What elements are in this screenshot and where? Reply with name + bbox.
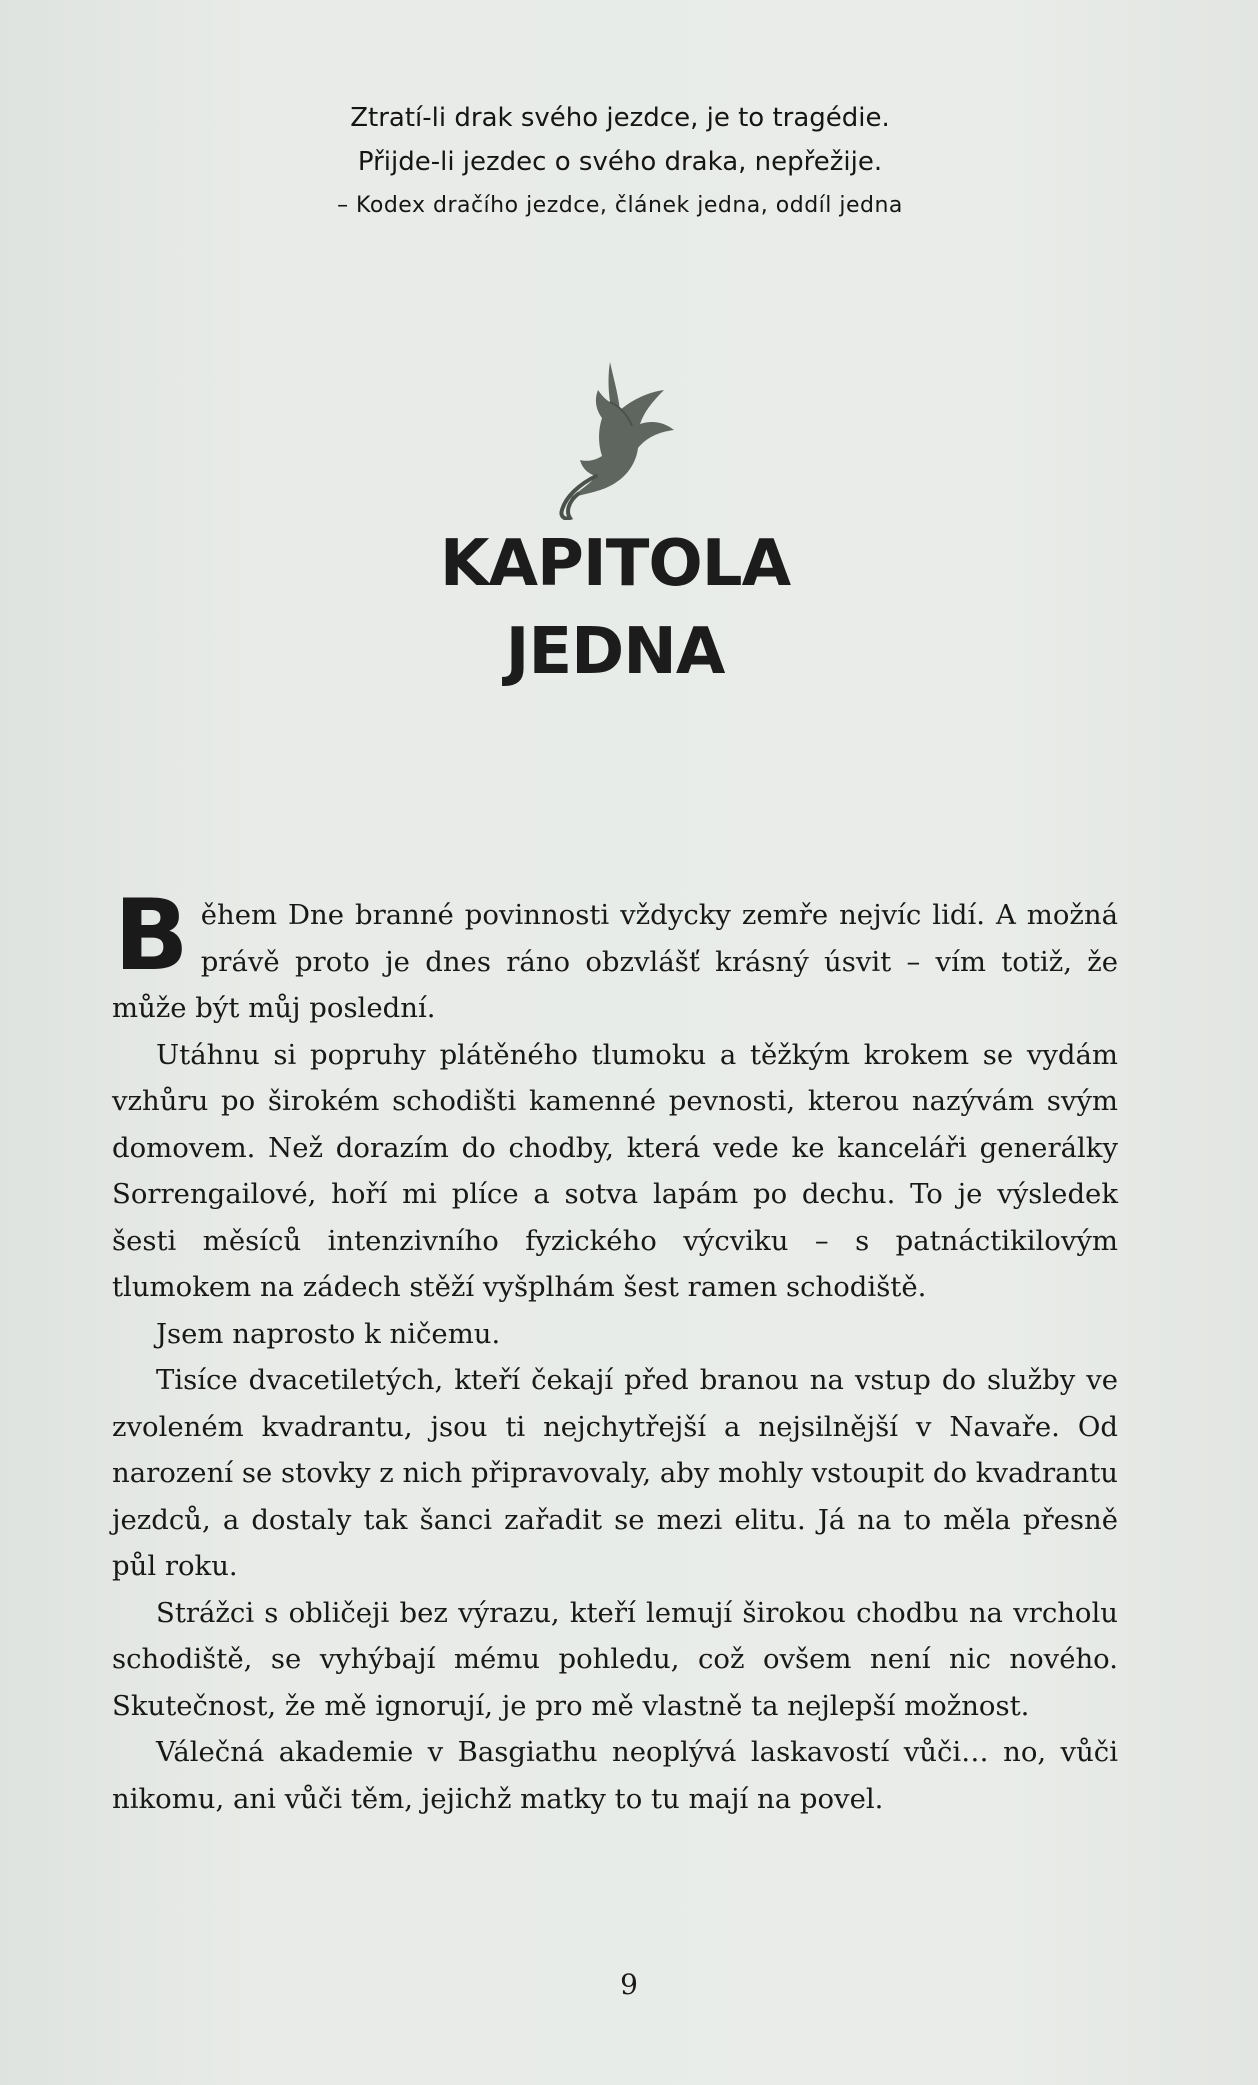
chapter-title-line-1: KAPITOLA [439, 527, 791, 601]
paragraph-6: Válečná akademie v Basgiathu neoplývá laskavostí vůči… no, vůči nikomu, ani vůči těm, jejichž matky to tu mají na povel. [112, 1736, 1118, 1815]
epigraph-line-1: Ztratí-li drak svého jezdce, je to tragédie. [350, 103, 890, 133]
drop-cap: B [114, 879, 189, 993]
paragraph-1 [112, 879, 1118, 1032]
paragraph-2: Utáhnu si popruhy plátěného tlumoku a těžkým krokem se vydám vzhůru po širokém schodišti kamenné pevnosti, kterou nazývám svým domovem. Než dorazím do chodby, která vede ke kanceláři generálky Sorrengailové, hoří mi plíce a sotva lapám po dechu. To je výsledek šesti měsíců intenzivního fyzického výcviku – s patnáctikilovým tlumokem na zádech stěží vyšplhám šest ramen schodiště. [112, 1038, 1118, 1303]
epigraph-line-2: Přijde-li jezdec o svého draka, nepřežije. [357, 147, 883, 177]
chapter-body [112, 879, 1118, 1822]
epigraph [200, 96, 1040, 228]
paragraph-5: Strážci s obličeji bez výrazu, kteří lemují širokou chodbu na vrcholu schodiště, se vyhýbají mému pohledu, což ovšem není nic nového. Skutečnost, že mě ignorují, je pro mě vlastně ta nejlepší možnost. [112, 1596, 1118, 1722]
paragraph-1-text: ěhem Dne branné povinnosti vždycky zemře nejvíc lidí. A možná právě proto je dnes ráno obzvlášť krásný úsvit – vím totiž, že může být můj poslední. [112, 899, 1118, 1024]
dragon-icon [540, 360, 690, 520]
paragraph-3: Jsem naprosto k ničemu. [156, 1317, 501, 1350]
page-number: 9 [620, 1968, 638, 2001]
chapter-title [370, 520, 860, 696]
epigraph-attribution: – Kodex dračího jezdce, článek jedna, oddíl jedna [337, 193, 903, 218]
chapter-title-line-2: JEDNA [505, 615, 725, 689]
paragraph-4: Tisíce dvacetiletých, kteří čekají před branou na vstup do služby ve zvoleném kvadrantu, jsou ti nejchytřejší a nejsilnější v Navaře. Od narození se stovky z nich připravovaly, aby mohly vstoupit do kvadrantu jezdců, a dostaly tak šanci zařadit se mezi elitu. Já na to měla přesně půl roku. [112, 1364, 1118, 1582]
